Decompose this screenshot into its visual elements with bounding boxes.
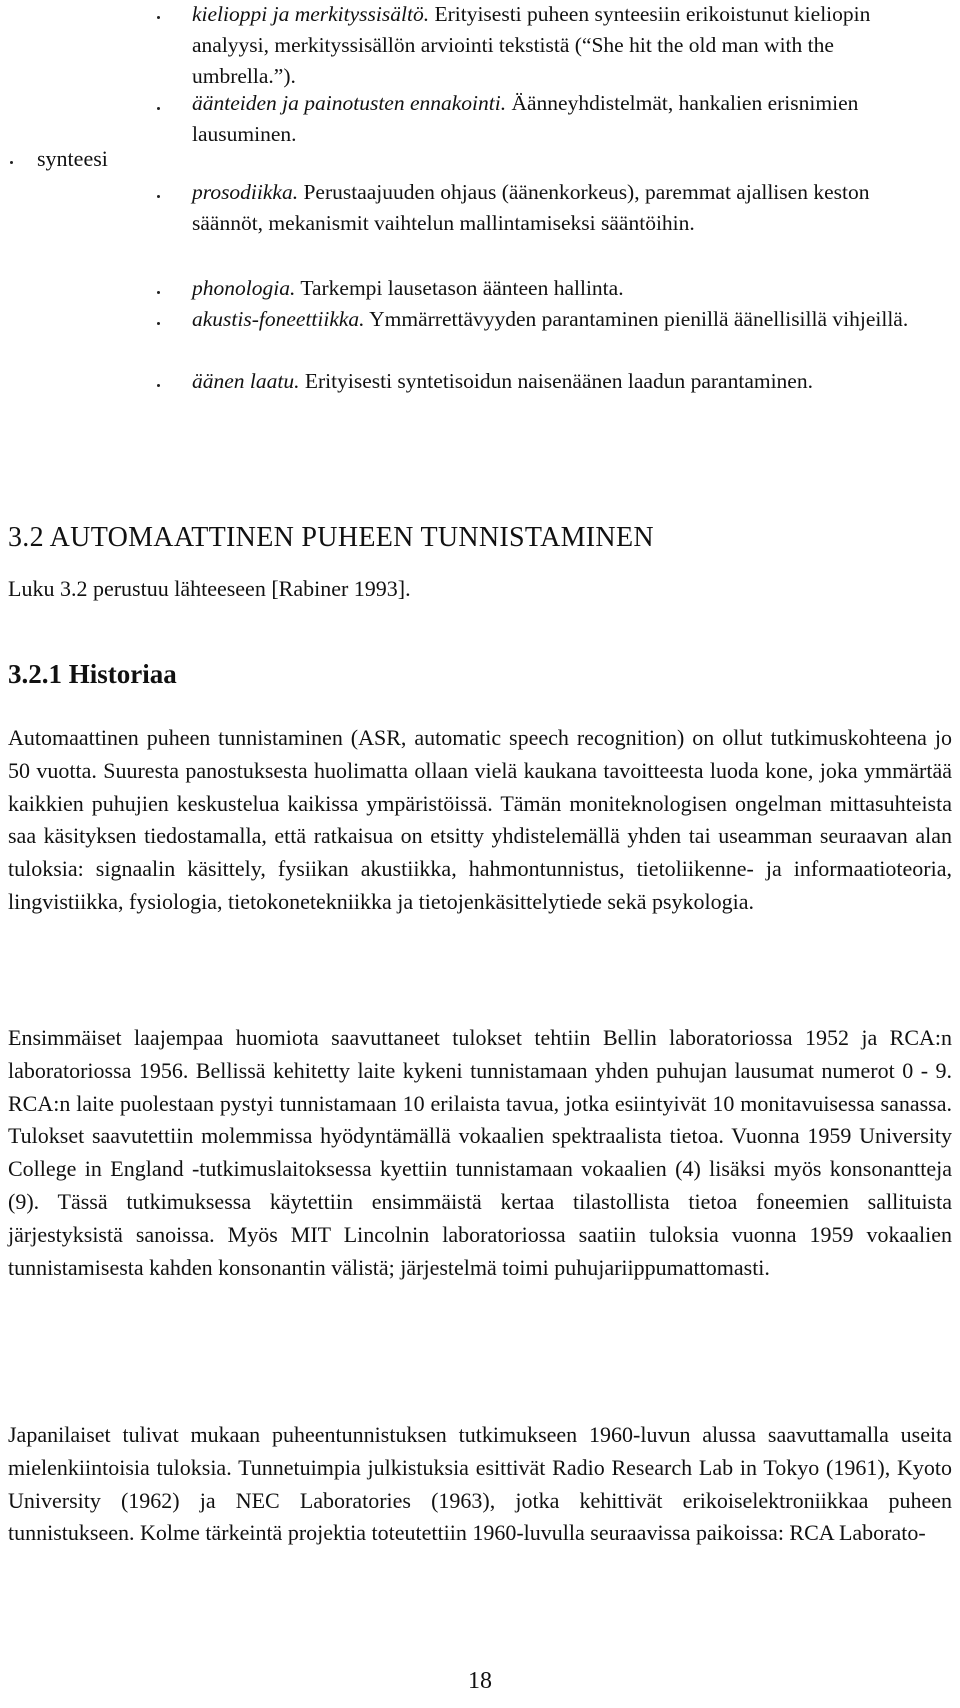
item-term: äänen laatu. <box>192 369 300 393</box>
item-term: kielioppi ja merkityssisältö. <box>192 2 430 26</box>
bullet-dot <box>157 16 160 19</box>
item-text: Tarkempi lausetason äänteen hallinta. <box>295 276 624 300</box>
item-term: äänteiden ja painotusten ennakointi. <box>192 91 507 115</box>
side-label: synteesi <box>37 146 108 171</box>
list-item <box>192 273 932 304</box>
item-text: Perustaajuuden ohjaus (äänenkorkeus), paremmat ajallisen keston säännöt, mekanismit vaihtelun mallintamiseksi sääntöihin. <box>192 180 870 235</box>
bullet-dot <box>157 322 160 325</box>
item-text: Ymmärrettävyyden parantaminen pienillä äänellisillä vihjeillä. <box>364 307 909 331</box>
paragraph: Japanilaiset tulivat mukaan puheentunnistuksen tutkimukseen 1960-luvun alussa saavuttamalla useita mielenkiintoisia tuloksia. Tunnetuimpia julkistuksia esittivät Radio Research Lab in Tokyo (1961), Kyoto University (1962) ja NEC Laboratories (1963), jotka kehittivät erikoiselektroniikkaa puheen tunnistukseen. Kolme tärkeintä projektia toteutettiin 1960-luvulla seuraavissa paikoissa: RCA Laborato- <box>8 1422 952 1546</box>
source-note: Luku 3.2 perustuu lähteeseen [Rabiner 1993]. <box>8 576 411 601</box>
list-item <box>192 0 932 92</box>
item-term: akustis-foneettiikka. <box>192 307 365 331</box>
bullet-dot <box>157 384 160 387</box>
bullet-dot <box>157 195 160 198</box>
page-number: 18 <box>468 1668 492 1694</box>
section-title: 3.2 AUTOMAATTINEN PUHEEN TUNNISTAMINEN <box>8 522 654 553</box>
paragraph: Ensimmäiset laajempaa huomiota saavuttaneet tulokset tehtiin Bellin laboratoriossa 1952 ja RCA:n laboratoriossa 1956. Bellissä kehitetty laite kykeni tunnistamaan yhden puhujan lausumat numerot 0 - 9. RCA:n laite puolestaan pystyi tunnistamaan 10 erilaista tavua, jotka esiintyivät 10 monitavuisessa sanassa. Tulokset saavutettiin molemmissa hyödyntämällä vokaalien spektraalista tietoa. Vuonna 1959 University College in England -tutkimuslaitoksessa kyettiin tunnistamaan vokaalien (4) lisäksi myös konsonantteja (9). Tässä tutkimuksessa käytettiin ensimmäistä kertaa tilastollista tietoa foneemien sallituista järjestyksistä sanoissa. Myös MIT Lincolnin laboratoriossa saatiin tuloksia vuonna 1959 vokaalien tunnistamisesta kahden konsonantin välistä; järjestelmä toimi puhujariippumattomasti. <box>8 1025 952 1280</box>
item-text: Erityisesti syntetisoidun naisenäänen laadun parantaminen. <box>299 369 813 393</box>
subsection-title: 3.2.1 Historiaa <box>8 659 177 689</box>
bullet-dot <box>157 291 160 294</box>
item-term: prosodiikka. <box>192 180 299 204</box>
list-item <box>192 366 932 397</box>
item-text: Erityisesti puheen synteesiin erikoistunut kieliopin analyysi, merkityssisällön arviointi tekstistä (“She hit the old man with the umbrella.”). <box>192 2 871 88</box>
list-item <box>192 177 932 239</box>
list-item <box>192 88 932 150</box>
item-text: Äänneyhdistelmät, hankalien erisnimien lausuminen. <box>192 91 859 146</box>
list-item <box>192 304 932 335</box>
item-term: phonologia. <box>192 276 296 300</box>
bullet-dot <box>157 107 160 110</box>
bullet-dot <box>10 161 13 164</box>
paragraph: Automaattinen puheen tunnistaminen (ASR, automatic speech recognition) on ollut tutkimuskohteena jo 50 vuotta. Suuresta panostuksesta huolimatta ollaan vielä kaukana tavoitteesta luoda kone, joka ymmärtää kaikkien puhujien keskustelua kaikissa ympäristöissä. Tämän moniteknologisen ongelman mittasuhteista saa käsityksen tiedostamalla, että ratkaisua on etsitty yhdistelemällä yhden tai useamman seuraavan alan tuloksia: signaalin käsittely, fysiikan akustiikka, hahmontunnistus, tietoliikenne- ja informaatioteoria, lingvistiikka, fysiologia, tietokonetekniikka ja tietojenkäsittelytiede sekä psykologia. <box>8 725 952 914</box>
